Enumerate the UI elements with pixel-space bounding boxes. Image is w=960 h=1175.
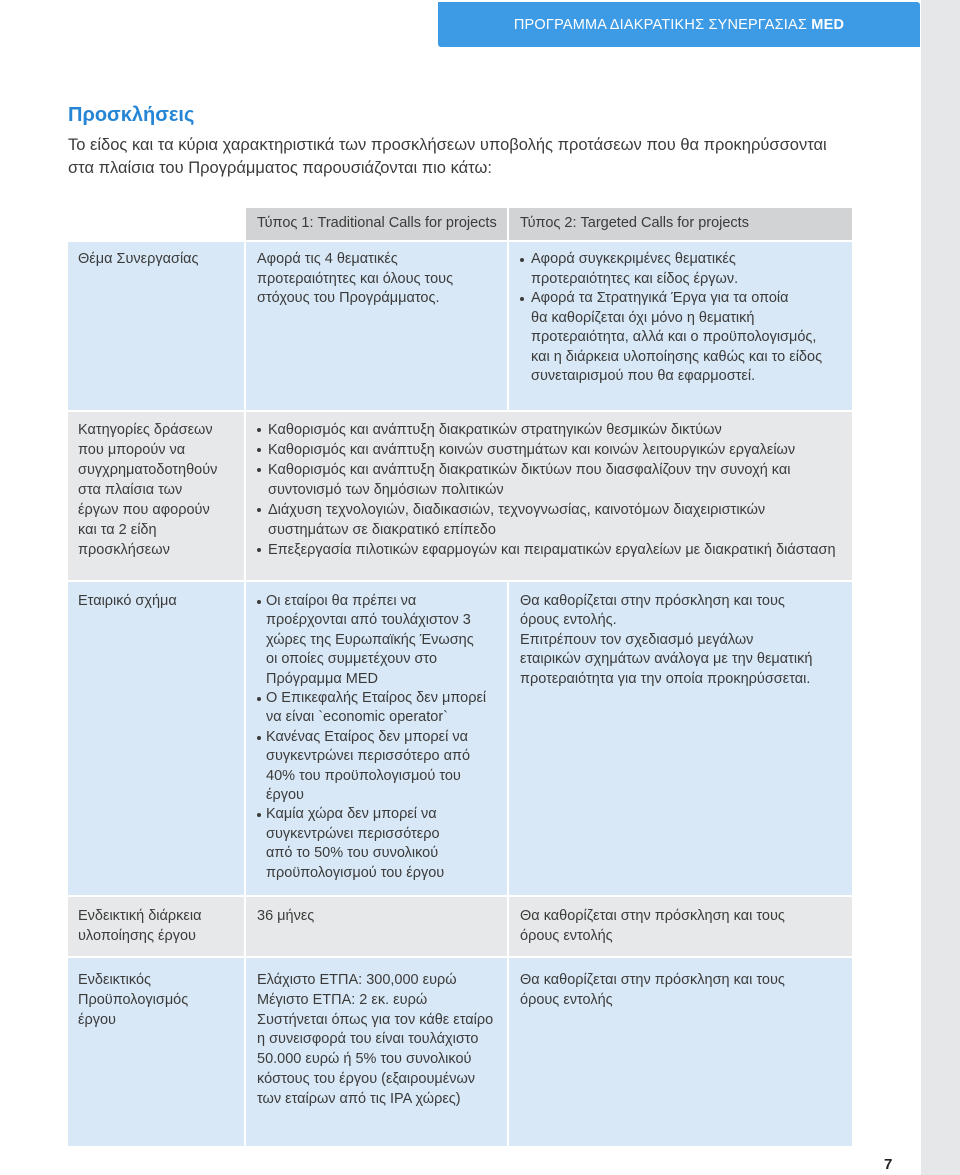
- cell-text-line: Θα καθορίζεται στην πρόσκληση και τους: [520, 972, 785, 988]
- shared-actions-cell: [246, 412, 852, 580]
- type2-cell: [509, 242, 852, 410]
- bullet-text-line: από το 50% του συνολικού: [266, 845, 439, 862]
- section-title: Προσκλήσεις: [68, 104, 195, 126]
- cell-text-line: Συστήνεται όπως για τον κάθε εταίρο: [257, 1011, 494, 1028]
- type2-cell: [509, 582, 852, 895]
- row-label: Ενδεικτικός: [78, 972, 152, 988]
- cell-text-line: προτεραιότητα για την οποία προκηρύσσεται.: [520, 670, 811, 687]
- bullet-item: [520, 250, 852, 289]
- type2-header: Τύπος 2: Targeted Calls for projects: [520, 215, 749, 231]
- bullet-text-line: έργου: [266, 787, 304, 804]
- type1-cell: [246, 897, 507, 956]
- row-label-cell: [68, 897, 244, 956]
- cell-text-line: των εταίρων από τις IPA χώρες): [257, 1090, 461, 1107]
- row-label: στα πλαίσια των: [78, 482, 183, 498]
- bullet-text-line: και η διάρκεια υλοποίησης καθώς και το είδος: [531, 348, 823, 365]
- bullet-text-line: προτεραιότητες και είδος έργων.: [531, 270, 739, 287]
- row-label: Κατηγορίες δράσεων: [78, 422, 213, 438]
- bullet-text-line: 40% του προϋπολογισμού του: [266, 767, 461, 784]
- bullet-icon: [257, 697, 261, 701]
- row-label: που μπορούν να: [78, 442, 186, 458]
- bullet-icon: [257, 736, 261, 740]
- type1-cell: [246, 582, 507, 895]
- row-label-cell: [68, 242, 244, 410]
- cell-text-line: Θα καθορίζεται στην πρόσκληση και τους: [520, 908, 785, 924]
- type2-cell: [509, 897, 852, 956]
- bullet-text-line: συγκεντρώνει περισσότερο: [266, 825, 440, 842]
- cell-text-line: όρους εντολής: [520, 928, 613, 944]
- bullet-item: [257, 540, 852, 560]
- bullet-icon: [257, 813, 261, 817]
- bullet-text-line: Καθορισμός και ανάπτυξη διακρατικών στρατηγικών θεσμικών δικτύων: [268, 422, 722, 438]
- type1-cell: [246, 958, 507, 1146]
- bullet-text-line: Επεξεργασία πιλοτικών εφαρμογών και πειραματικών εργαλείων με διακρατική διάσταση: [268, 542, 836, 558]
- bullet-text-line: Διάχυση τεχνολογιών, διαδικασιών, τεχνογνωσίας, καινοτόμων διαχειριστικών: [268, 502, 766, 518]
- row-label: έργου: [78, 1011, 116, 1028]
- bullet-item: [257, 728, 507, 806]
- bullet-icon: [520, 297, 524, 301]
- cell-text-line: προτεραιότητες και όλους τους: [257, 270, 454, 287]
- row-label-cell: [68, 958, 244, 1146]
- bullet-icon: [257, 600, 261, 604]
- type1-header-cell: [246, 208, 507, 240]
- row-label: Εταιρικό σχήμα: [78, 593, 177, 609]
- cell-text-line: Επιτρέπουν τον σχεδιασμό μεγάλων: [520, 631, 754, 648]
- bullet-text-line: Καμία χώρα δεν μπορεί να: [266, 806, 437, 823]
- bullet-text-line: Πρόγραμμα MED: [266, 670, 379, 687]
- bullet-text-line: προέρχονται από τουλάχιστον 3: [266, 612, 471, 629]
- program-banner: [438, 2, 920, 47]
- bullet-text-line: Καθορισμός και ανάπτυξη κοινών συστημάτων και κοινών λειτουργικών εργαλείων: [268, 442, 796, 458]
- cell-text-line: Θα καθορίζεται στην πρόσκληση και τους: [520, 593, 785, 609]
- row-label: και τα 2 είδη: [78, 522, 157, 538]
- banner-title-text: ΠΡΟΓΡΑΜΜΑ ΔΙΑΚΡΑΤΙΚΗΣ ΣΥΝΕΡΓΑΣΙΑΣ: [513, 17, 808, 33]
- cell-text-line: Ελάχιστο ΕΤΠΑ: 300,000 ευρώ: [257, 972, 457, 988]
- bullet-text-line: Ο Επικεφαλής Εταίρος δεν μπορεί: [266, 690, 487, 707]
- bullet-icon: [257, 428, 261, 432]
- bullet-text-line: προϋπολογισμού του έργου: [266, 864, 445, 881]
- bullet-text-line: Καθορισμός και ανάπτυξη διακρατικών δικτύων που διασφαλίζουν την συνοχή και: [268, 462, 791, 478]
- cell-text-line: κόστους του έργου (εξαιρουμένων: [257, 1070, 476, 1087]
- bullet-text-line: συνεταιρισμού που θα εφαρμοστεί.: [531, 368, 756, 384]
- bullet-text-line: να είναι `economic operator`: [266, 709, 448, 726]
- bullet-item: [257, 420, 852, 440]
- intro-paragraph: [68, 134, 827, 180]
- row-label: έργων που αφορούν: [78, 502, 210, 518]
- bullet-item: [257, 500, 852, 540]
- cell-text-line: Μέγιστο ΕΤΠΑ: 2 εκ. ευρώ: [257, 991, 428, 1008]
- bullet-text-line: Αφορά τα Στρατηγικά Έργα για τα οποία: [531, 290, 789, 306]
- bullet-icon: [257, 448, 261, 452]
- bullet-text-line: οι οποίες συμμετέχουν στο: [266, 651, 438, 668]
- bullet-text-line: συντονισμό των δημόσιων πολιτικών: [268, 482, 504, 498]
- banner-title-bold: MED: [811, 17, 845, 33]
- page-number: 7: [884, 1156, 893, 1173]
- row-label: Θέμα Συνεργασίας: [78, 251, 199, 267]
- type2-cell: [509, 958, 852, 1146]
- bullet-item: [257, 689, 507, 728]
- type1-header: Τύπος 1: Traditional Calls for projects: [257, 215, 497, 231]
- bullet-icon: [520, 258, 524, 262]
- cell-text-line: όρους εντολής.: [520, 612, 617, 629]
- row-label: Προϋπολογισμός: [78, 991, 189, 1008]
- row-label: υλοποίησης έργου: [78, 928, 196, 944]
- bullet-text-line: προτεραιότητα, αλλά και ο προϋπολογισμός,: [531, 329, 817, 345]
- row-label: Ενδεικτική διάρκεια: [78, 908, 202, 924]
- intro-line: στα πλαίσια του Προγράμματος παρουσιάζονται πιο κάτω:: [68, 159, 492, 177]
- cell-text-line: εταιρικών σχημάτων ανάλογα με την θεματική: [520, 651, 813, 668]
- intro-line: Το είδος και τα κύρια χαρακτηριστικά των προσκλήσεων υποβολής προτάσεων που θα προκηρύσσονται: [68, 136, 827, 154]
- cell-text-line: Αφορά τις 4 θεματικές: [257, 251, 398, 267]
- cell-text-line: 50.000 ευρώ ή 5% του συνολικού: [257, 1051, 472, 1068]
- bullet-item: [257, 460, 852, 500]
- bullet-icon: [257, 468, 261, 472]
- bullet-icon: [257, 548, 261, 552]
- cell-text-line: όρους εντολής: [520, 991, 613, 1008]
- banner-title: [438, 17, 920, 34]
- bullet-item: [257, 805, 507, 883]
- bullet-text-line: θα καθορίζεται όχι μόνο η θεματική: [531, 309, 755, 326]
- bullet-item: [257, 440, 852, 460]
- row-label-cell: [68, 582, 244, 895]
- type1-cell: [246, 242, 507, 410]
- bullet-text-line: Αφορά συγκεκριμένες θεματικές: [531, 251, 736, 267]
- page-side-strip: [921, 0, 960, 1175]
- cell-text-line: 36 μήνες: [257, 908, 315, 924]
- row-label-cell: [68, 412, 244, 580]
- cell-text-line: η συνεισφορά του είναι τουλάχιστο: [257, 1031, 479, 1048]
- row-label: συγχρηματοδοτηθούν: [78, 462, 218, 478]
- row-label: προσκλήσεων: [78, 542, 170, 558]
- bullet-text-line: συγκεντρώνει περισσότερο από: [266, 748, 471, 765]
- bullet-text-line: συστημάτων σε διακρατικό επίπεδο: [268, 522, 496, 538]
- type2-header-cell: [509, 208, 852, 240]
- bullet-icon: [257, 508, 261, 512]
- calls-comparison-table: [68, 208, 852, 1146]
- bullet-item: [520, 289, 852, 387]
- bullet-text-line: Κανένας Εταίρος δεν μπορεί να: [266, 728, 468, 745]
- bullet-text-line: Οι εταίροι θα πρέπει να: [266, 593, 417, 609]
- bullet-text-line: χώρες της Ευρωπαϊκής Ένωσης: [266, 631, 474, 648]
- cell-text-line: στόχους του Προγράμματος.: [257, 290, 440, 306]
- bullet-item: [257, 592, 507, 689]
